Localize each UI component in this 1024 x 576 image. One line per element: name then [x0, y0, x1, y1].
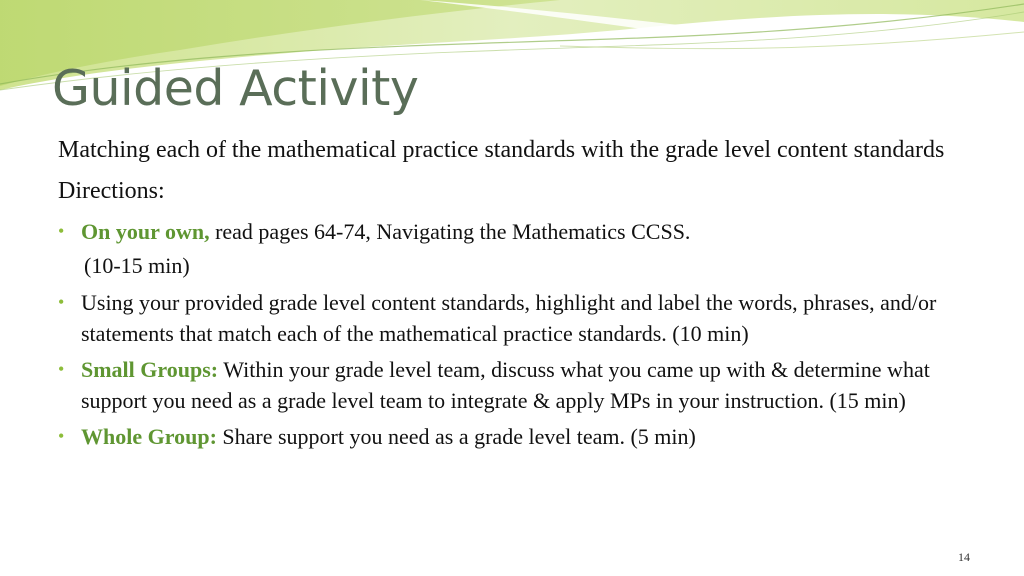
- slide-body: [58, 134, 988, 457]
- directions-list: [58, 216, 988, 247]
- intro-text: Matching each of the mathematical practice standards with the grade level content standards: [58, 137, 945, 163]
- directions-label: Directions:: [58, 178, 165, 204]
- bullet-continuation: (10-15 min): [84, 253, 190, 278]
- slide-title: Guided Activity: [52, 60, 419, 117]
- bullet-text: read pages 64-74, Navigating the Mathematics CCSS.: [209, 219, 691, 244]
- list-item: [58, 354, 988, 416]
- directions-list-continued: [58, 287, 988, 452]
- list-item: [58, 216, 988, 247]
- bullet-emphasis: Small Groups:: [81, 357, 219, 382]
- bullet-emphasis: Whole Group:: [81, 424, 217, 449]
- list-item: [58, 421, 988, 452]
- bullet-icon: •: [58, 292, 65, 312]
- bullet-emphasis: On your own,: [81, 219, 210, 244]
- bullet-icon: •: [58, 359, 65, 379]
- page-number: 14: [958, 550, 970, 564]
- bullet-text: Using your provided grade level content standards, highlight and label the words, phrases, and/or statements that match each of the mathematical practice standards. (10 min): [81, 290, 937, 346]
- bullet-text: Within your grade level team, discuss what you came up with & determine what support you need as a grade level team to integrate & apply MPs in your instruction. (15 min): [81, 357, 930, 413]
- bullet-icon: •: [58, 221, 65, 241]
- bullet-text: Share support you need as a grade level team. (5 min): [216, 424, 696, 449]
- list-item: [58, 287, 988, 349]
- bullet-icon: •: [58, 426, 65, 446]
